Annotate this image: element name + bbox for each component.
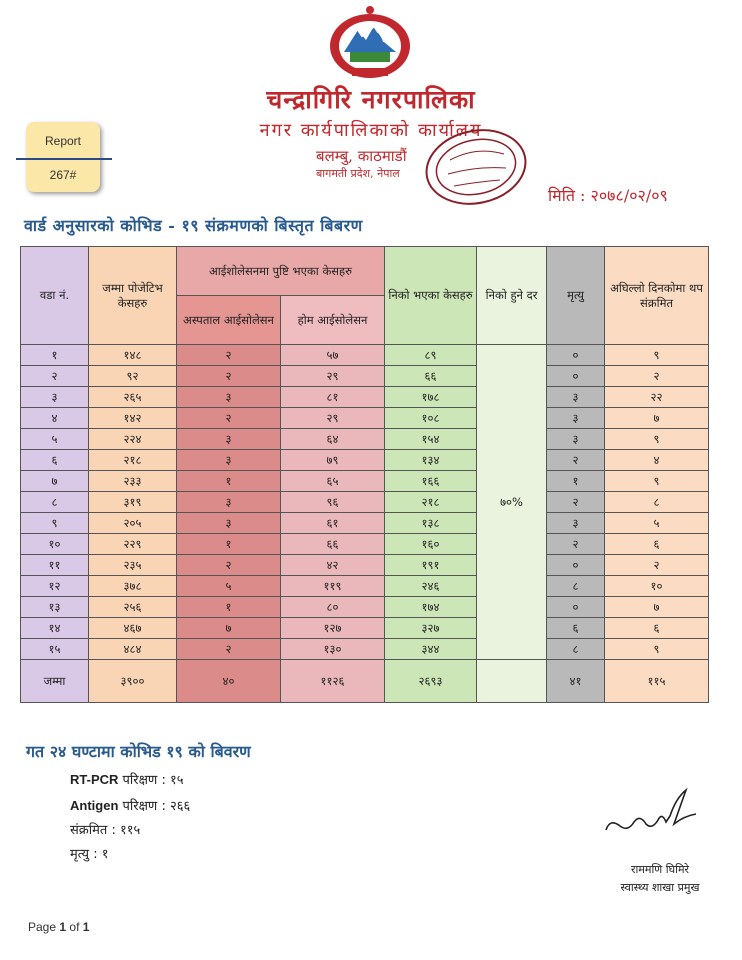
cell-total-positive: २२४ (89, 429, 177, 450)
cell-deaths: ६ (547, 618, 605, 639)
cell-recovered: १७४ (385, 597, 477, 618)
cell-home: ५७ (281, 345, 385, 366)
table-row (21, 492, 709, 513)
cell-total-positive: १४२ (89, 408, 177, 429)
cell-home: ६४ (281, 429, 385, 450)
cell-recovered: १९१ (385, 555, 477, 576)
cell-ward: ९ (21, 513, 89, 534)
cell-total-positive: २०५ (89, 513, 177, 534)
total-rate-empty (477, 660, 547, 703)
cell-ward: ३ (21, 387, 89, 408)
signer-title: स्वास्थ्य शाखा प्रमुख (620, 881, 700, 894)
cell-hospital: २ (177, 408, 281, 429)
header-recovered: निको भएका केसहरु (385, 247, 477, 345)
table-row (21, 450, 709, 471)
cell-total-positive: २६५ (89, 387, 177, 408)
antigen-value: : २६६ (161, 799, 191, 814)
cell-recovered: ३२७ (385, 618, 477, 639)
cell-ward: ८ (21, 492, 89, 513)
total-home: ११२६ (281, 660, 385, 703)
office-seal-stamp (420, 124, 532, 210)
cell-total-positive: २१८ (89, 450, 177, 471)
cell-ward: २ (21, 366, 89, 387)
cell-home: १३० (281, 639, 385, 660)
cell-ward: ५ (21, 429, 89, 450)
handwritten-signature (600, 786, 700, 846)
office-title: नगर कार्यपालिकाको कार्यालय (259, 120, 483, 141)
total-deaths: ४१ (547, 660, 605, 703)
table-row (21, 597, 709, 618)
cell-deaths: ३ (547, 429, 605, 450)
header-recovery-rate: निको हुने दर (477, 247, 547, 345)
cell-home: ४२ (281, 555, 385, 576)
cell-new-cases: ९ (605, 429, 709, 450)
cell-hospital: १ (177, 534, 281, 555)
cell-deaths: ३ (547, 513, 605, 534)
ward-section-title: वार्ड अनुसारको कोभिड - १९ संक्रमणको बिस्तृत बिबरण (24, 216, 363, 235)
cell-new-cases: ७ (605, 408, 709, 429)
cell-recovered: १६६ (385, 471, 477, 492)
cell-new-cases: ६ (605, 618, 709, 639)
cell-hospital: ३ (177, 429, 281, 450)
cell-ward: १५ (21, 639, 89, 660)
last-24h-section-title: गत २४ घण्टामा कोभिड १९ को बिवरण (26, 742, 251, 761)
table-row (21, 555, 709, 576)
cell-recovered: १७८ (385, 387, 477, 408)
cell-deaths: ० (547, 366, 605, 387)
cell-deaths: ० (547, 345, 605, 366)
cell-hospital: ७ (177, 618, 281, 639)
cell-ward: १० (21, 534, 89, 555)
cell-ward: ११ (21, 555, 89, 576)
cell-home: ६५ (281, 471, 385, 492)
cell-new-cases: १० (605, 576, 709, 597)
cell-new-cases: ४ (605, 450, 709, 471)
cell-ward: १ (21, 345, 89, 366)
page-total: 1 (82, 920, 90, 934)
cell-recovery-rate: ७०% (477, 345, 547, 660)
cell-hospital: १ (177, 471, 281, 492)
page-prefix: Page (28, 920, 57, 934)
cell-hospital: २ (177, 555, 281, 576)
cell-ward: ६ (21, 450, 89, 471)
cell-new-cases: ८ (605, 492, 709, 513)
rtpcr-prefix: RT-PCR (70, 772, 119, 787)
cell-total-positive: ३७८ (89, 576, 177, 597)
cell-recovered: २४६ (385, 576, 477, 597)
cell-deaths: ३ (547, 408, 605, 429)
cell-new-cases: २ (605, 366, 709, 387)
antigen-label: परिक्षण (122, 799, 158, 814)
report-tag (26, 122, 100, 192)
cell-ward: ४ (21, 408, 89, 429)
total-hospital: ४० (177, 660, 281, 703)
cell-ward: १३ (21, 597, 89, 618)
cell-hospital: ५ (177, 576, 281, 597)
cell-total-positive: ४६७ (89, 618, 177, 639)
report-tag-label: Report (44, 134, 82, 148)
table-row (21, 408, 709, 429)
cell-new-cases: ६ (605, 534, 709, 555)
office-address: बलम्बु, काठमाडौं (316, 147, 407, 165)
cell-total-positive: ४८४ (89, 639, 177, 660)
cell-home: १२७ (281, 618, 385, 639)
table-row (21, 366, 709, 387)
cell-total-positive: २२९ (89, 534, 177, 555)
header-total-positive: जम्मा पोजेटिभ केसहरु (89, 247, 177, 345)
cell-deaths: ० (547, 597, 605, 618)
cell-deaths: १ (547, 471, 605, 492)
cell-recovered: १०८ (385, 408, 477, 429)
cell-home: ६१ (281, 513, 385, 534)
table-row (21, 429, 709, 450)
table-row (21, 618, 709, 639)
cell-hospital: १ (177, 597, 281, 618)
header-hospital-isolation: अस्पताल आईसोलेसन (177, 296, 281, 345)
cell-new-cases: ९ (605, 471, 709, 492)
cell-new-cases: ९ (605, 639, 709, 660)
total-recovered: २६९३ (385, 660, 477, 703)
cell-deaths: ८ (547, 576, 605, 597)
page-indicator (28, 920, 89, 934)
total-positive: ३९०० (89, 660, 177, 703)
table-total-row (21, 660, 709, 703)
report-tag-divider (16, 158, 112, 160)
cell-ward: १४ (21, 618, 89, 639)
table-row (21, 576, 709, 597)
cell-hospital: २ (177, 639, 281, 660)
nepal-emblem-icon (322, 4, 418, 82)
cell-recovered: ८९ (385, 345, 477, 366)
antigen-prefix: Antigen (70, 798, 119, 813)
cell-recovered: १६० (385, 534, 477, 555)
cell-new-cases: ९ (605, 345, 709, 366)
header-ward: वडा नं. (21, 247, 89, 345)
rtpcr-stat (70, 770, 184, 788)
page-current: 1 (59, 920, 67, 934)
header-new-cases: अघिल्लो दिनकोमा थप संक्रमित (605, 247, 709, 345)
cell-ward: ७ (21, 471, 89, 492)
cell-total-positive: २३३ (89, 471, 177, 492)
cell-total-positive: १४८ (89, 345, 177, 366)
table-row (21, 345, 709, 366)
cell-home: ८१ (281, 387, 385, 408)
table-row (21, 387, 709, 408)
report-tag-number: 267# (49, 168, 77, 182)
cell-hospital: ३ (177, 513, 281, 534)
cell-ward: १२ (21, 576, 89, 597)
total-new-cases: ११५ (605, 660, 709, 703)
cell-hospital: २ (177, 366, 281, 387)
cell-new-cases: २ (605, 555, 709, 576)
report-date: मिति : २०७८/०२/०९ (548, 186, 668, 205)
signer-name: राममणि घिमिरे (630, 863, 690, 876)
cell-hospital: ३ (177, 387, 281, 408)
cell-home: २९ (281, 366, 385, 387)
cell-home: २९ (281, 408, 385, 429)
cell-recovered: १३४ (385, 450, 477, 471)
rtpcr-label: परिक्षण (122, 773, 158, 788)
cell-deaths: २ (547, 450, 605, 471)
cell-new-cases: २२ (605, 387, 709, 408)
table-row (21, 471, 709, 492)
table-row (21, 534, 709, 555)
header-isolation-group: आईशोलेसनमा पुष्टि भएका केसहरु (177, 247, 385, 296)
rtpcr-value: : १५ (161, 773, 184, 788)
ward-cases-table (20, 246, 709, 703)
cell-new-cases: ५ (605, 513, 709, 534)
cell-total-positive: ९२ (89, 366, 177, 387)
cell-recovered: २१८ (385, 492, 477, 513)
cell-deaths: ८ (547, 639, 605, 660)
page-of: of (69, 920, 80, 934)
table-row (21, 513, 709, 534)
cell-hospital: ३ (177, 450, 281, 471)
cell-deaths: २ (547, 534, 605, 555)
cell-total-positive: ३१९ (89, 492, 177, 513)
cell-home: ७९ (281, 450, 385, 471)
header-home-isolation: होम आईसोलेसन (281, 296, 385, 345)
cell-deaths: ० (547, 555, 605, 576)
cell-home: ८० (281, 597, 385, 618)
cell-recovered: ६६ (385, 366, 477, 387)
antigen-stat (70, 796, 190, 814)
cell-home: ९६ (281, 492, 385, 513)
cell-recovered: १३८ (385, 513, 477, 534)
total-label: जम्मा (21, 660, 89, 703)
office-province: बागमती प्रदेश, नेपाल (316, 167, 400, 180)
cell-hospital: ३ (177, 492, 281, 513)
cell-home: ११९ (281, 576, 385, 597)
header-deaths: मृत्यु (547, 247, 605, 345)
cell-home: ६६ (281, 534, 385, 555)
cell-total-positive: २५६ (89, 597, 177, 618)
cell-recovered: १५४ (385, 429, 477, 450)
cell-deaths: ३ (547, 387, 605, 408)
organization-title: चन्द्रागिरि नगरपालिका (266, 85, 476, 114)
cell-total-positive: २३५ (89, 555, 177, 576)
infected-stat: संक्रमित : ११५ (70, 823, 141, 838)
cell-hospital: २ (177, 345, 281, 366)
deaths-stat: मृत्यु : १ (70, 847, 109, 862)
cell-new-cases: ७ (605, 597, 709, 618)
cell-recovered: ३४४ (385, 639, 477, 660)
table-row (21, 639, 709, 660)
cell-deaths: २ (547, 492, 605, 513)
